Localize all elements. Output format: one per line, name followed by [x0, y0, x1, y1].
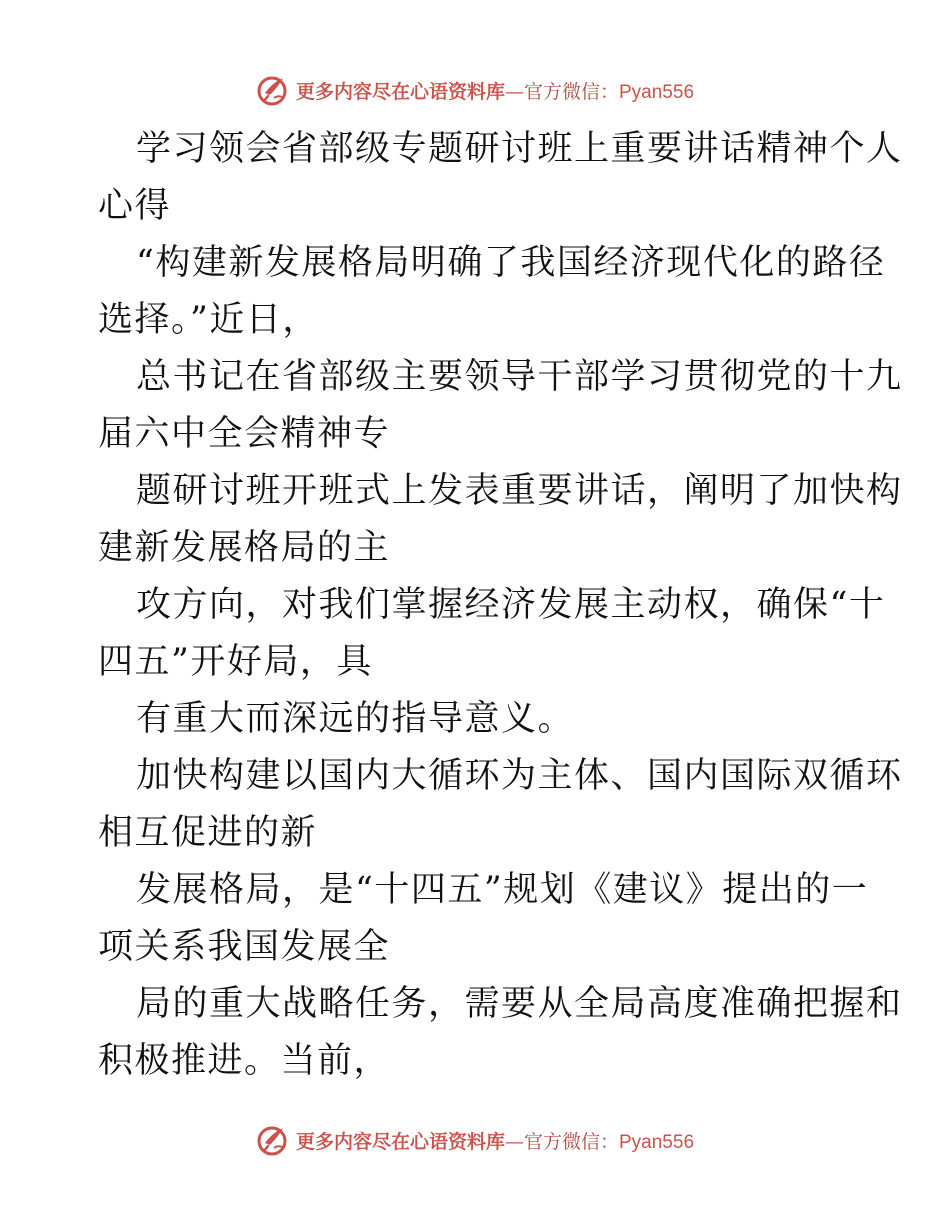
body-line: 学习领会省部级专题研讨班上重要讲话精神个人: [136, 129, 903, 169]
body-line: 积极推进。当前，: [98, 1041, 391, 1081]
body-line: 总书记在省部级主要领导干部学习贯彻党的十九: [136, 357, 903, 397]
header-banner: [0, 72, 950, 108]
footer-brand-text: 更多内容尽在心语资料库: [295, 1130, 505, 1153]
body-line: “构建新发展格局明确了我国经济现代化的路径: [136, 243, 886, 283]
quill-logo-icon: [256, 73, 290, 107]
header-wechat-id: Pyan556: [619, 81, 695, 103]
header-dash: —: [504, 80, 524, 103]
body-line: 局的重大战略任务，需要从全局高度准确把握和: [136, 984, 903, 1024]
header-wechat-label: 官方微信：: [523, 80, 619, 103]
body-line: 题研讨班开班式上发表重要讲话，阐明了加快构: [136, 471, 903, 511]
footer-wechat-label: 官方微信：: [523, 1130, 619, 1153]
body-line: 攻方向，对我们掌握经济发展主动权，确保“十: [136, 585, 886, 625]
body-line: 选择。”近日，: [98, 300, 319, 340]
body-line: 四五”开好局，具: [98, 642, 373, 682]
footer-wechat-id: Pyan556: [619, 1131, 695, 1153]
body-line: 发展格局，是“十四五”规划《建议》提出的一: [136, 870, 869, 910]
footer-dash: —: [504, 1130, 524, 1153]
quill-logo-icon: [256, 1123, 290, 1157]
body-line: 有重大而深远的指导意义。: [136, 699, 575, 739]
body-line: 项关系我国发展全: [98, 927, 391, 967]
body-line: 建新发展格局的主: [98, 528, 391, 568]
header-brand-text: 更多内容尽在心语资料库: [295, 80, 505, 103]
body-line: 心得: [98, 186, 172, 226]
footer-banner: [0, 1122, 950, 1158]
document-body: [98, 121, 903, 1090]
body-line: 加快构建以国内大循环为主体、国内国际双循环: [136, 756, 903, 796]
body-line: 届六中全会精神专: [98, 414, 391, 454]
body-line: 相互促进的新: [98, 813, 318, 853]
